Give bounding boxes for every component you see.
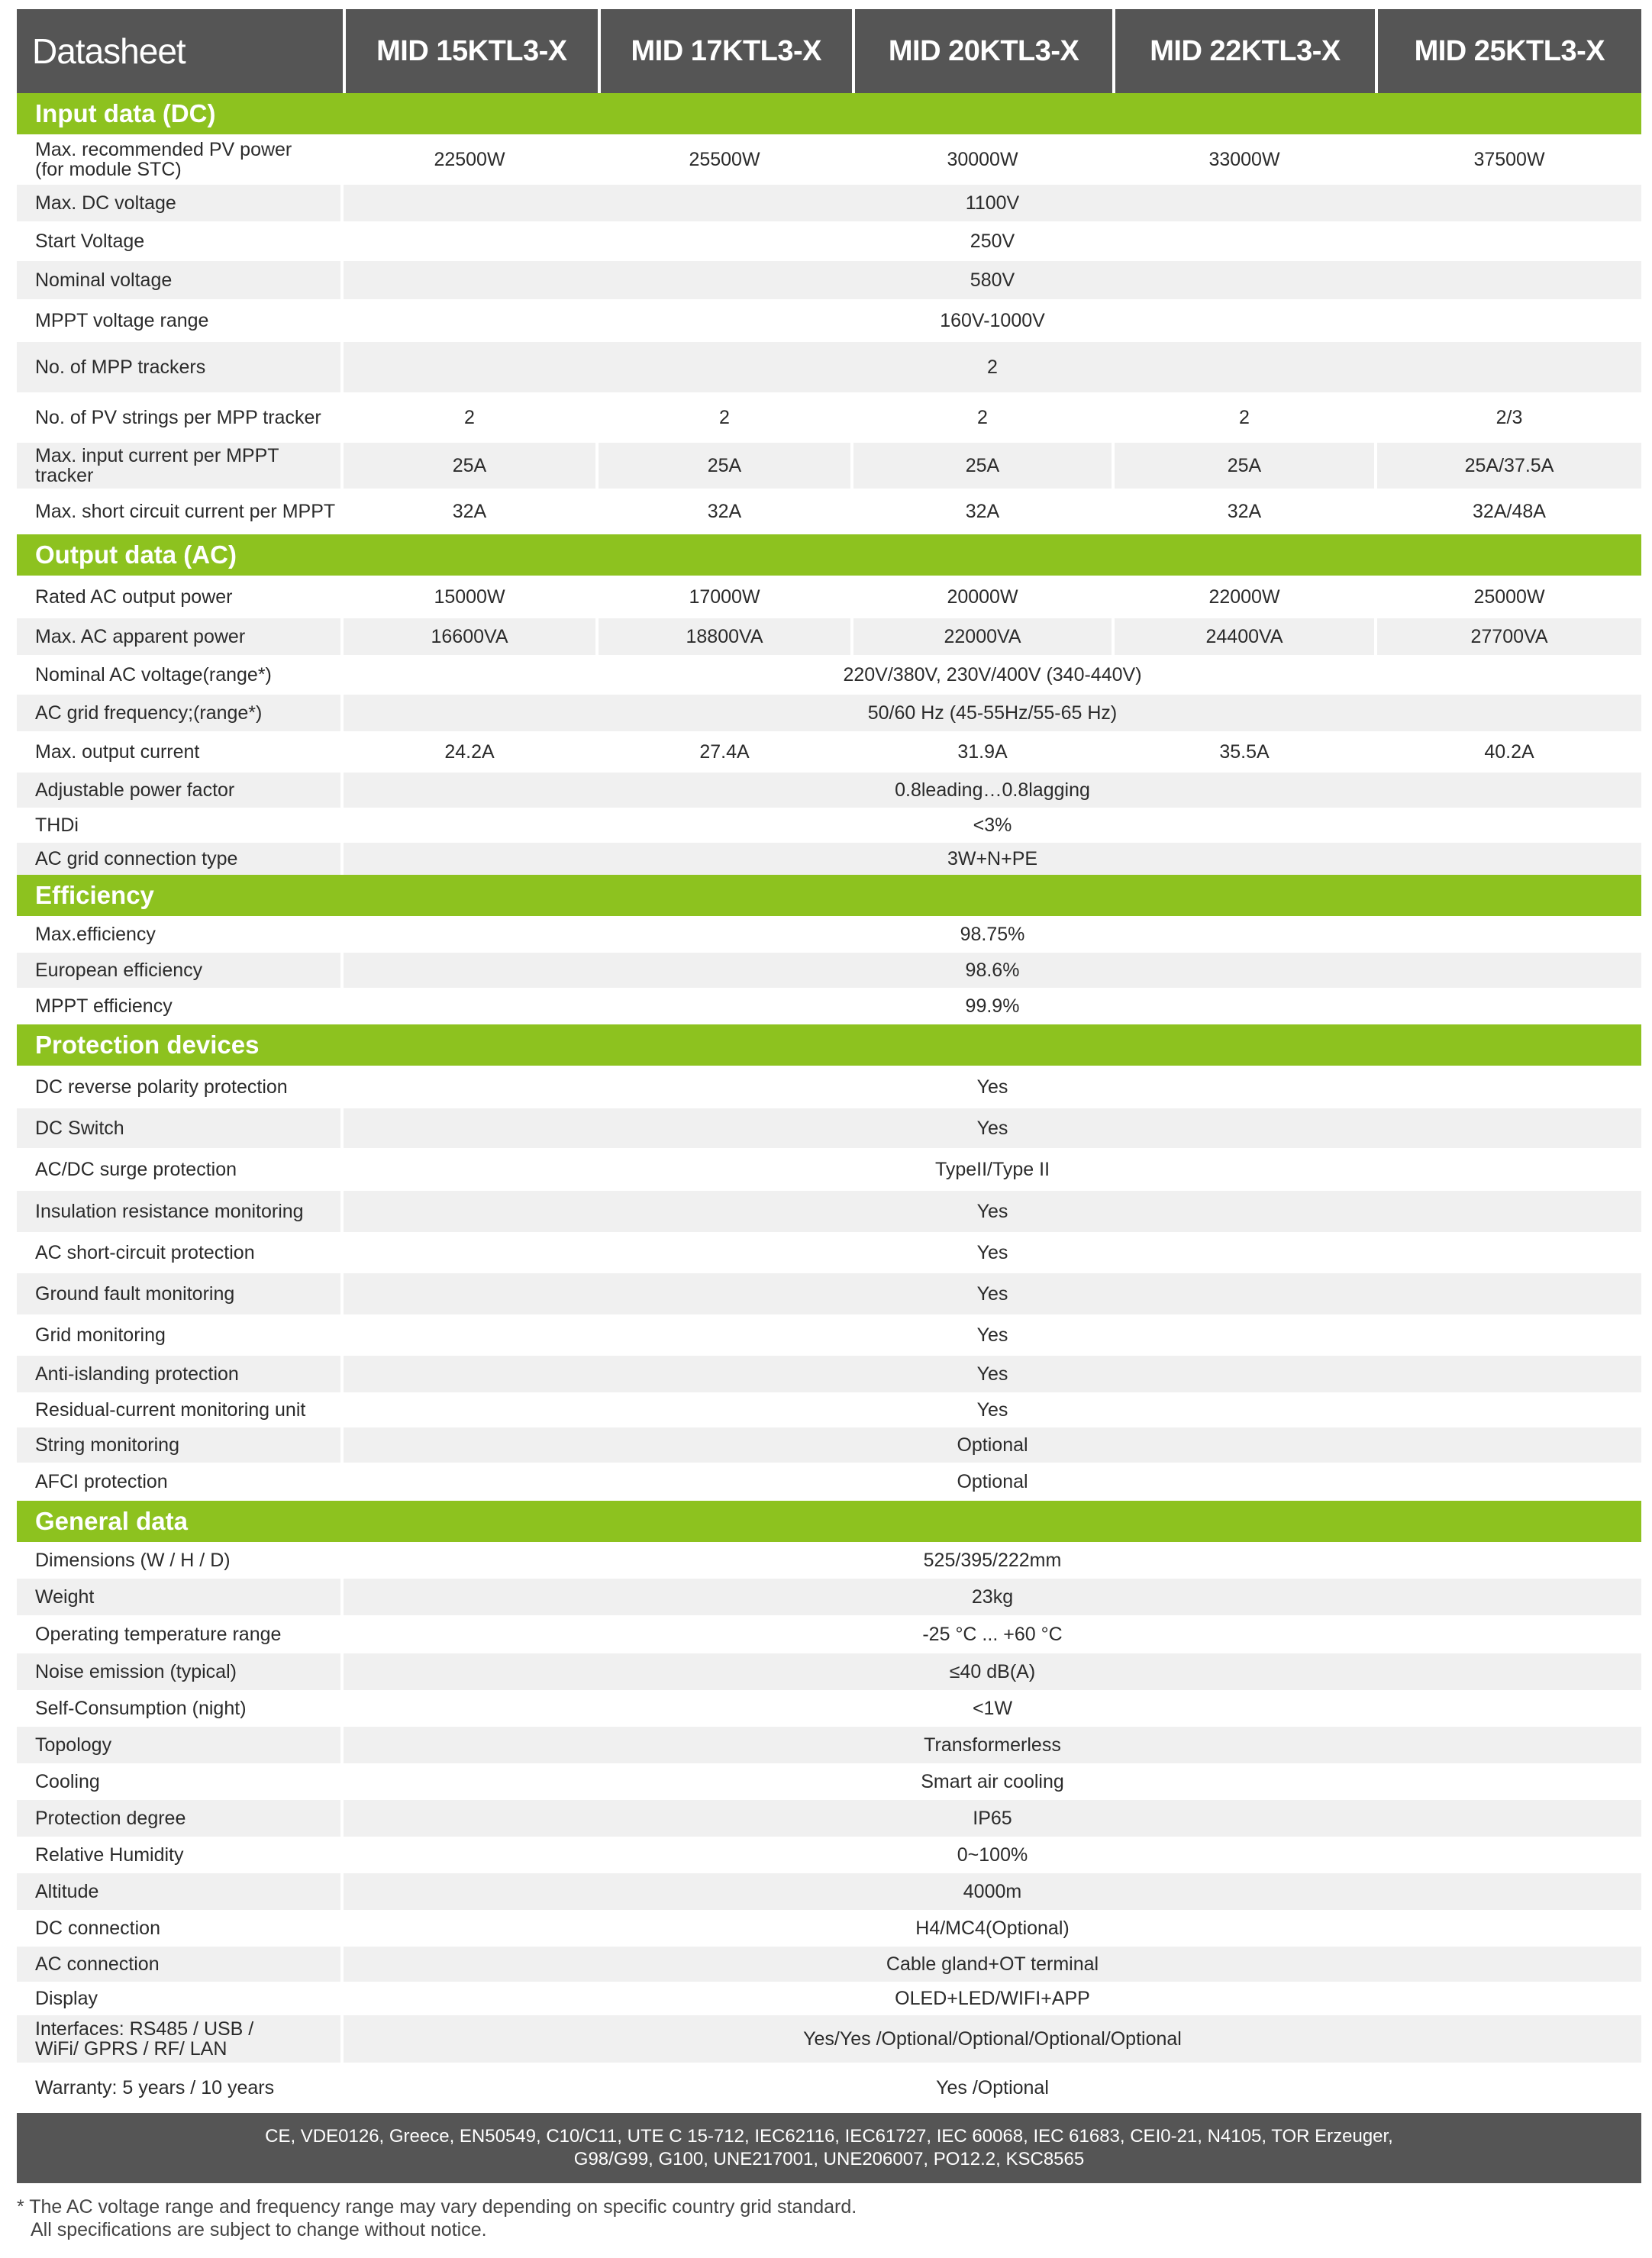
cell: 32A xyxy=(344,489,599,534)
row-label: Weight xyxy=(17,1579,344,1615)
row-label: AC grid connection type xyxy=(17,843,344,875)
cell: Yes xyxy=(976,1398,1008,1421)
cell: 2 xyxy=(344,392,599,443)
table-row xyxy=(17,1108,1641,1148)
row-label: Self-Consumption (night) xyxy=(17,1690,344,1727)
cell: 25A xyxy=(853,443,1115,489)
row-label: Max. AC apparent power xyxy=(17,618,344,655)
section-protection: Protection devices xyxy=(17,1024,1641,1066)
table-row xyxy=(17,185,1641,221)
table-row xyxy=(17,443,1641,489)
certifications-line: CE, VDE0126, Greece, EN50549, C10/C11, UTE C 15-712, IEC62116, IEC61727, IEC 60068, IEC 61683, CEI0-21, N4105, TOR Erzeuger, xyxy=(265,2126,1393,2147)
table-row xyxy=(17,2063,1641,2113)
cell: Yes xyxy=(976,1076,1008,1098)
cell: 33000W xyxy=(1115,134,1377,185)
cell: Smart air cooling xyxy=(921,1770,1064,1792)
table-row xyxy=(17,953,1641,988)
row-label: Max. output current xyxy=(17,731,344,773)
cell: 24400VA xyxy=(1115,618,1377,655)
cell: 24.2A xyxy=(344,731,599,773)
table-row xyxy=(17,1148,1641,1191)
cell: <1W xyxy=(972,1697,1013,1719)
table-row xyxy=(17,1727,1641,1763)
row-label-line: (for module STC) xyxy=(35,159,182,180)
table-row xyxy=(17,618,1641,655)
table-row xyxy=(17,392,1641,443)
datasheet-title: Datasheet xyxy=(17,9,343,93)
row-label: Dimensions (W / H / D) xyxy=(17,1542,344,1579)
cell: -25 °C ... +60 °C xyxy=(922,1623,1063,1645)
model-header: MID 15KTL3-X xyxy=(346,9,597,93)
cell: Yes xyxy=(976,1363,1008,1385)
row-label: Cooling xyxy=(17,1763,344,1800)
cell: H4/MC4(Optional) xyxy=(915,1917,1070,1939)
model-header: MID 22KTL3-X xyxy=(1115,9,1374,93)
table-row xyxy=(17,916,1641,953)
cell: 40.2A xyxy=(1484,740,1534,763)
table-row xyxy=(17,1982,1641,2015)
section-general: General data xyxy=(17,1501,1641,1542)
cell: 18800VA xyxy=(599,618,853,655)
cell: 27.4A xyxy=(599,731,853,773)
table-row xyxy=(17,221,1641,261)
row-label: AC short-circuit protection xyxy=(17,1232,344,1273)
cell: 22000VA xyxy=(853,618,1115,655)
row-label xyxy=(17,134,344,185)
table-row xyxy=(17,1579,1641,1615)
table-row xyxy=(17,1615,1641,1653)
cell: 32A/48A xyxy=(1473,500,1546,522)
certifications-bar xyxy=(17,2113,1641,2183)
cell: 160V-1000V xyxy=(940,309,1045,331)
cell: TypeII/Type II xyxy=(934,1158,1050,1180)
row-label: Rated AC output power xyxy=(17,576,344,618)
cell: 2 xyxy=(853,392,1115,443)
cell: 2 xyxy=(1115,392,1377,443)
table-row xyxy=(17,2015,1641,2063)
table-row xyxy=(17,1356,1641,1392)
row-label: AC connection xyxy=(17,1947,344,1982)
datasheet xyxy=(17,0,1641,2183)
row-label: European efficiency xyxy=(17,953,344,988)
table-row xyxy=(17,1763,1641,1800)
row-label: Operating temperature range xyxy=(17,1615,344,1653)
cell: 35.5A xyxy=(1115,731,1377,773)
cell: 98.75% xyxy=(960,923,1025,945)
cell: 17000W xyxy=(599,576,853,618)
table-row xyxy=(17,1314,1641,1356)
table-row xyxy=(17,1273,1641,1314)
row-label: AFCI protection xyxy=(17,1463,344,1501)
cell: Yes xyxy=(976,1241,1008,1263)
row-label: Insulation resistance monitoring xyxy=(17,1191,344,1232)
cell: <3% xyxy=(973,814,1012,836)
row-label-line: WiFi/ GPRS / RF/ LAN xyxy=(35,2038,227,2060)
cell: 525/395/222mm xyxy=(923,1549,1062,1571)
cell: 0.8leading…0.8lagging xyxy=(895,779,1090,801)
table-row xyxy=(17,1463,1641,1501)
cell: 32A xyxy=(1115,489,1377,534)
cell: 30000W xyxy=(853,134,1115,185)
model-header: MID 17KTL3-X xyxy=(601,9,852,93)
cell: 32A xyxy=(599,489,853,534)
cell: Optional xyxy=(957,1434,1028,1456)
cell: 15000W xyxy=(344,576,599,618)
cell: Transformerless xyxy=(924,1734,1061,1756)
table-row xyxy=(17,489,1641,534)
table-row xyxy=(17,1837,1641,1873)
cell: 2/3 xyxy=(1496,406,1523,428)
footnote xyxy=(17,2195,1635,2241)
cell: 580V xyxy=(970,269,1015,291)
table-row xyxy=(17,261,1641,299)
table-row xyxy=(17,1427,1641,1463)
footnote-line: All specifications are subject to change without notice. xyxy=(31,2219,487,2240)
row-label: Max. DC voltage xyxy=(17,185,344,221)
cell: Yes xyxy=(976,1200,1008,1222)
row-label: Warranty: 5 years / 10 years xyxy=(17,2063,344,2113)
row-label: Protection degree xyxy=(17,1800,344,1837)
row-label: MPPT voltage range xyxy=(17,299,344,342)
row-label: Ground fault monitoring xyxy=(17,1273,344,1314)
row-label: Nominal AC voltage(range*) xyxy=(17,655,344,695)
cell: 99.9% xyxy=(965,995,1020,1017)
cell: 98.6% xyxy=(965,959,1020,981)
cell: 250V xyxy=(970,230,1015,252)
cell: 25A xyxy=(599,443,853,489)
table-row xyxy=(17,843,1641,875)
cell: Yes xyxy=(976,1282,1008,1305)
cell: 37500W xyxy=(1473,148,1545,170)
certifications-line: G98/G99, G100, UNE217001, UNE206007, PO12.2, KSC8565 xyxy=(573,2149,1085,2169)
model-header: MID 25KTL3-X xyxy=(1378,9,1641,93)
cell: 1100V xyxy=(965,192,1020,214)
table-row xyxy=(17,1232,1641,1273)
cell: 22500W xyxy=(344,134,599,185)
row-label: DC reverse polarity protection xyxy=(17,1066,344,1108)
row-label: Max. short circuit current per MPPT xyxy=(17,489,344,534)
table-row xyxy=(17,695,1641,731)
row-label: Residual-current monitoring unit xyxy=(17,1392,344,1427)
row-label: Altitude xyxy=(17,1873,344,1910)
cell: 23kg xyxy=(971,1585,1014,1608)
table-row xyxy=(17,342,1641,392)
row-label: Anti-islanding protection xyxy=(17,1356,344,1392)
cell: Cable gland+OT terminal xyxy=(886,1953,1099,1975)
row-label: AC grid frequency;(range*) xyxy=(17,695,344,731)
header-row xyxy=(17,0,1641,93)
row-label: Adjustable power factor xyxy=(17,773,344,808)
cell: 3W+N+PE xyxy=(947,847,1038,869)
table-row xyxy=(17,1066,1641,1108)
table-row xyxy=(17,1873,1641,1910)
table-row xyxy=(17,1542,1641,1579)
cell: 32A xyxy=(853,489,1115,534)
table-row xyxy=(17,1653,1641,1690)
footnote-line: * The AC voltage range and frequency range may vary depending on specific country grid standard. xyxy=(17,2196,857,2218)
table-row xyxy=(17,134,1641,185)
row-label: Noise emission (typical) xyxy=(17,1653,344,1690)
cell: 2 xyxy=(599,392,853,443)
cell: Yes xyxy=(976,1117,1008,1139)
row-label-line: Max. recommended PV power xyxy=(35,139,292,160)
row-label: MPPT efficiency xyxy=(17,988,344,1024)
cell: 4000m xyxy=(963,1880,1022,1902)
cell: Yes xyxy=(976,1324,1008,1346)
cell: 31.9A xyxy=(853,731,1115,773)
table-row xyxy=(17,299,1641,342)
row-label: THDi xyxy=(17,808,344,843)
cell: IP65 xyxy=(973,1807,1012,1829)
row-label: No. of MPP trackers xyxy=(17,342,344,392)
section-output-ac: Output data (AC) xyxy=(17,534,1641,576)
section-efficiency: Efficiency xyxy=(17,875,1641,916)
table-row xyxy=(17,988,1641,1024)
cell: 16600VA xyxy=(344,618,599,655)
row-label: Max. input current per MPPT tracker xyxy=(17,443,344,489)
table-row xyxy=(17,1690,1641,1727)
table-row xyxy=(17,773,1641,808)
cell: 0~100% xyxy=(957,1843,1028,1866)
row-label: DC Switch xyxy=(17,1108,344,1148)
row-label: Nominal voltage xyxy=(17,261,344,299)
cell: 220V/380V, 230V/400V (340-440V) xyxy=(843,663,1142,685)
row-label: Topology xyxy=(17,1727,344,1763)
cell: 25500W xyxy=(599,134,853,185)
table-row xyxy=(17,1392,1641,1427)
row-label xyxy=(17,2015,344,2063)
row-label: No. of PV strings per MPP tracker xyxy=(17,392,344,443)
cell: Yes/Yes /Optional/Optional/Optional/Optional xyxy=(803,2027,1182,2050)
cell: 22000W xyxy=(1115,576,1377,618)
table-row xyxy=(17,808,1641,843)
row-label: DC connection xyxy=(17,1910,344,1947)
cell: Yes /Optional xyxy=(936,2076,1049,2098)
row-label: Display xyxy=(17,1982,344,2015)
table-row xyxy=(17,1191,1641,1232)
cell: Optional xyxy=(957,1470,1028,1492)
row-label: Grid monitoring xyxy=(17,1314,344,1356)
model-header: MID 20KTL3-X xyxy=(855,9,1112,93)
section-input-dc: Input data (DC) xyxy=(17,93,1641,134)
cell: 25000W xyxy=(1473,585,1545,608)
cell: 25A xyxy=(344,443,599,489)
table-row xyxy=(17,731,1641,773)
table-row xyxy=(17,1910,1641,1947)
row-label: AC/DC surge protection xyxy=(17,1148,344,1191)
table-row xyxy=(17,655,1641,695)
row-label: Max.efficiency xyxy=(17,916,344,953)
cell: ≤40 dB(A) xyxy=(949,1660,1036,1682)
row-label: Relative Humidity xyxy=(17,1837,344,1873)
row-label: String monitoring xyxy=(17,1427,344,1463)
cell: 50/60 Hz (45-55Hz/55-65 Hz) xyxy=(867,702,1118,724)
table-row xyxy=(17,1800,1641,1837)
row-label-line: Interfaces: RS485 / USB / xyxy=(35,2018,254,2040)
table-row xyxy=(17,576,1641,618)
cell: OLED+LED/WIFI+APP xyxy=(895,1987,1090,2009)
row-label: Start Voltage xyxy=(17,221,344,261)
cell: 2 xyxy=(987,356,998,378)
cell: 20000W xyxy=(853,576,1115,618)
cell: 25A xyxy=(1115,443,1377,489)
table-row xyxy=(17,1947,1641,1982)
cell: 25A/37.5A xyxy=(1464,454,1554,476)
cell: 27700VA xyxy=(1470,625,1548,647)
